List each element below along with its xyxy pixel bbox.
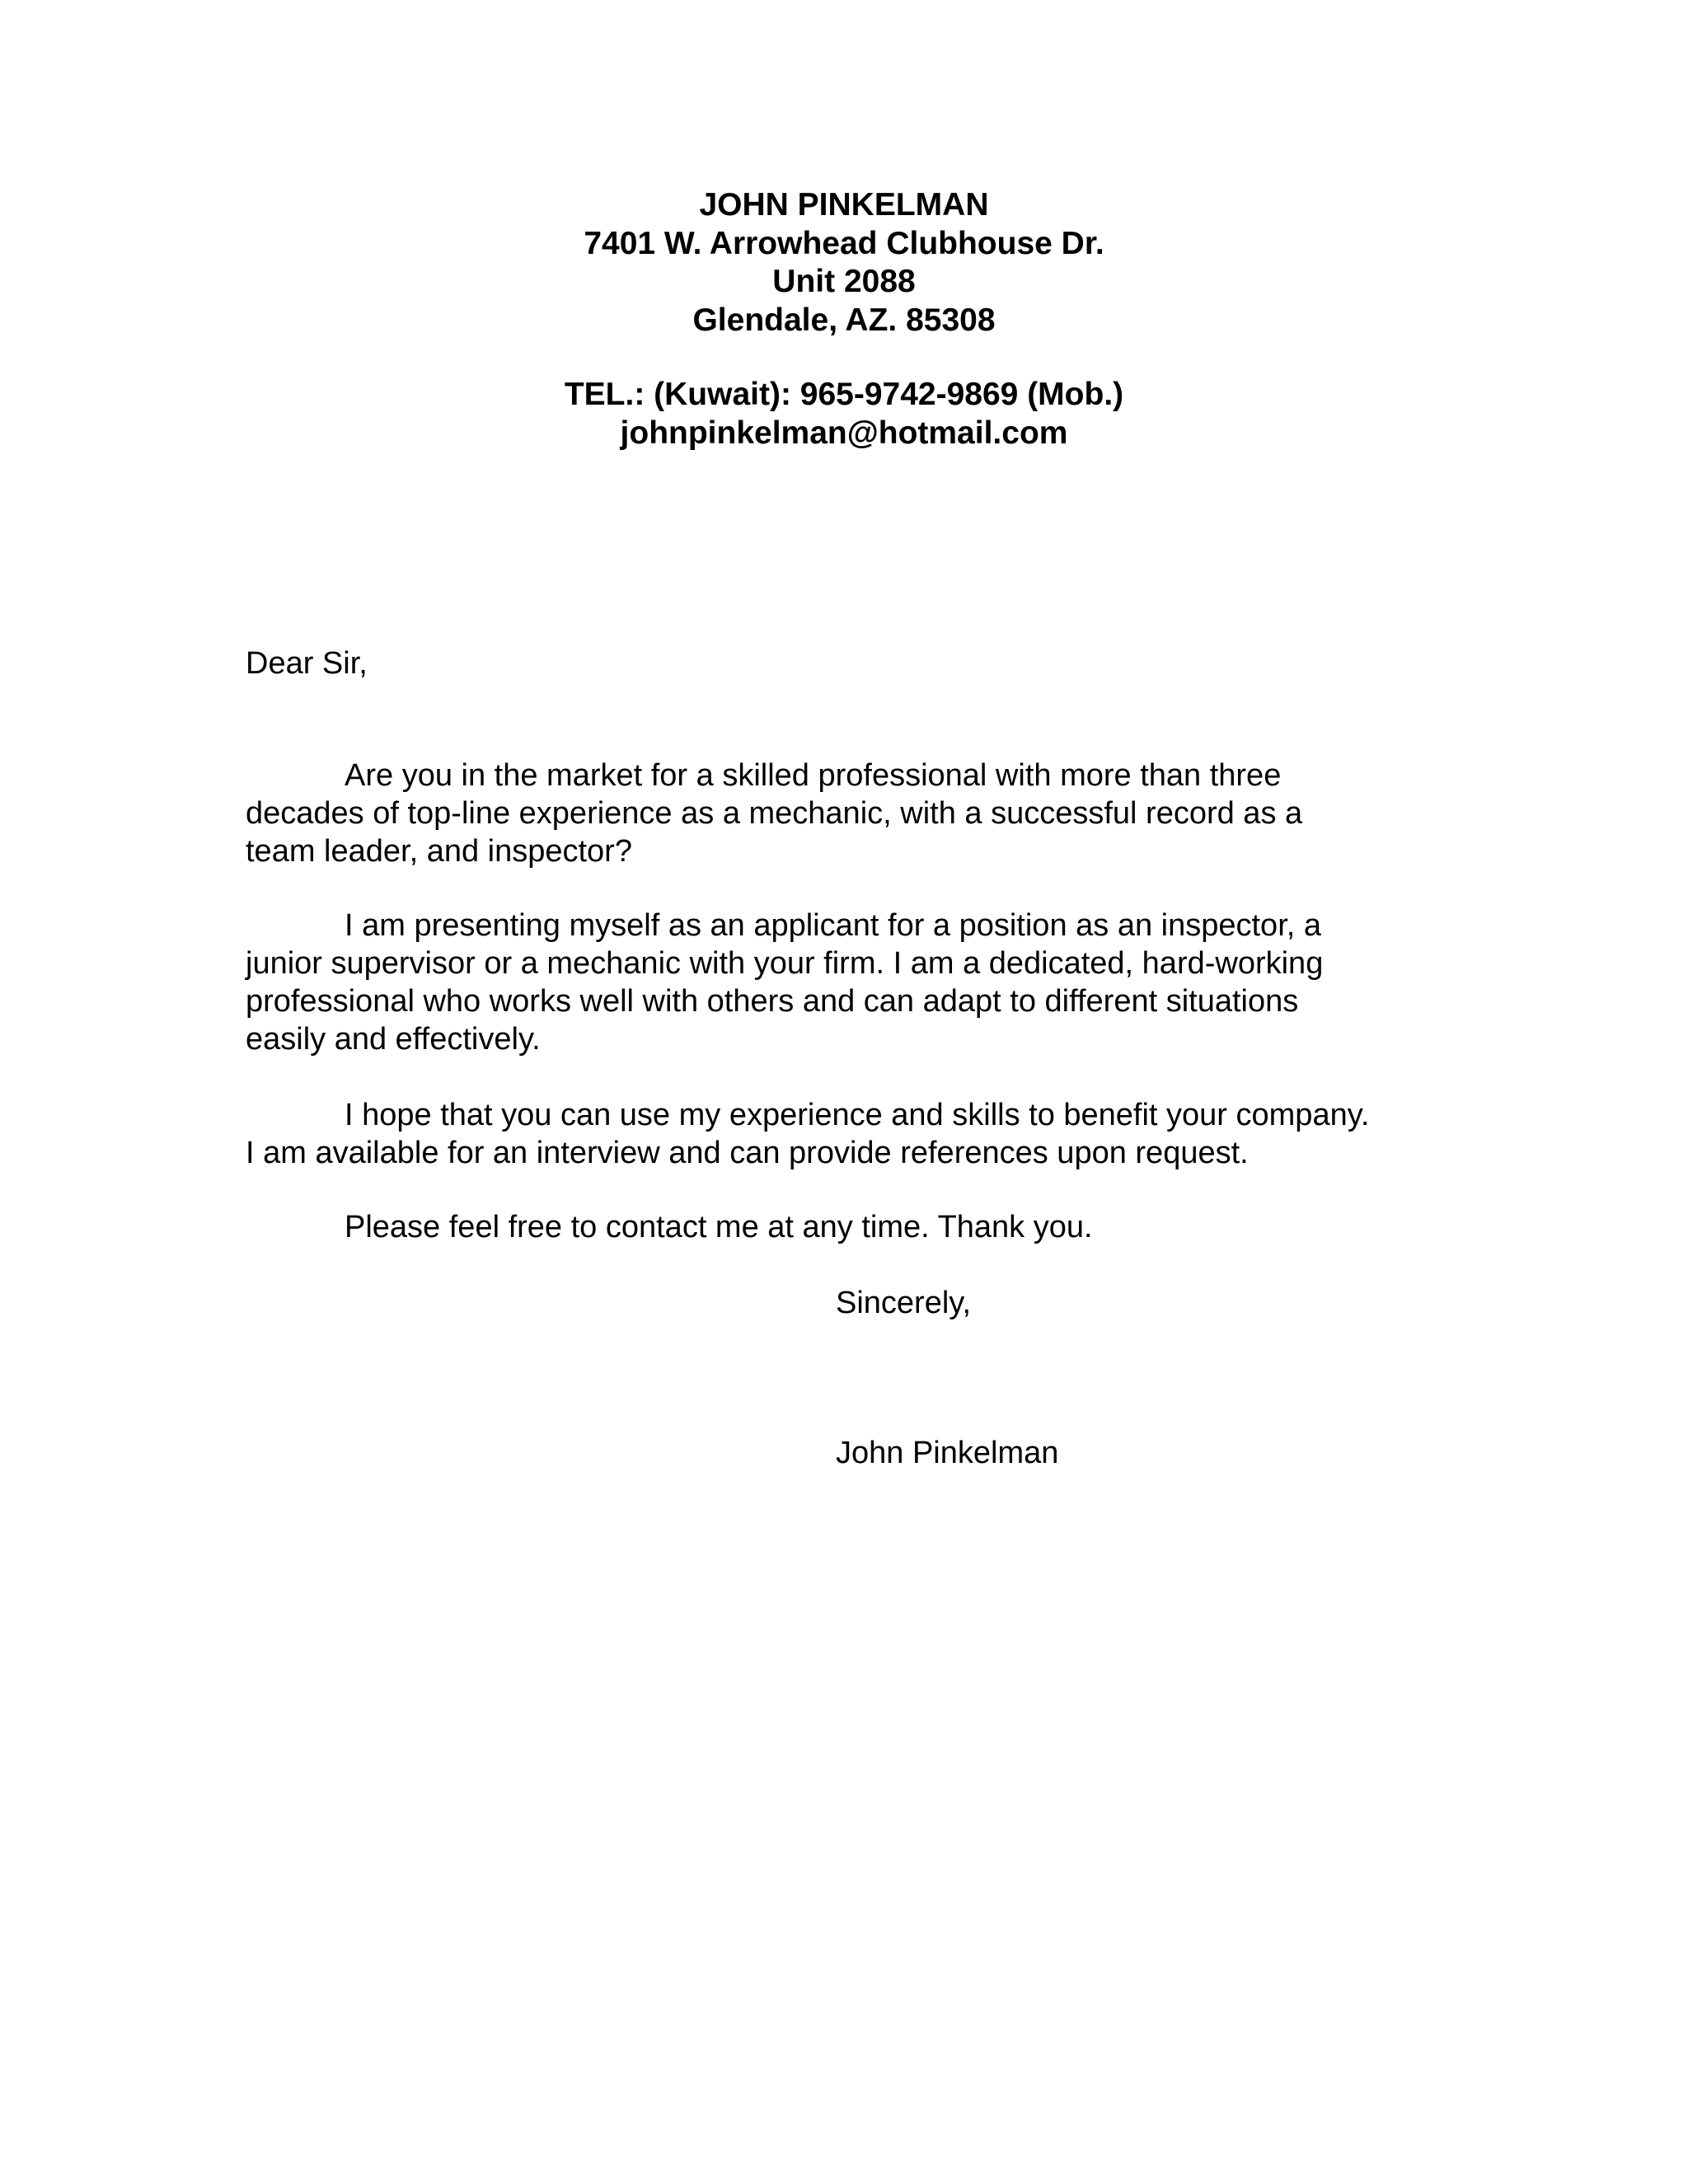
phone-line: TEL.: (Kuwait): 965-9742-9869 (Mob.)	[564, 377, 1124, 412]
paragraph-1-line: team leader, and inspector?	[246, 834, 632, 869]
salutation: Dear Sir,	[246, 646, 368, 681]
paragraph-1-line: Are you in the market for a skilled professional with more than three	[345, 758, 1282, 793]
signature-name: John Pinkelman	[836, 1436, 1059, 1470]
paragraph-2-line: easily and effectively.	[246, 1022, 541, 1057]
paragraph-3-line: I hope that you can use my experience and skills to benefit your company.	[345, 1098, 1370, 1132]
address-line-2: Unit 2088	[772, 264, 916, 299]
paragraph-1	[246, 757, 1449, 870]
email-line: johnpinkelman@hotmail.com	[620, 415, 1068, 451]
city-line: Glendale, AZ. 85308	[692, 302, 996, 338]
closing: Sincerely,	[836, 1286, 972, 1320]
paragraph-3	[246, 1096, 1449, 1172]
address-line-1: 7401 W. Arrowhead Clubhouse Dr.	[584, 225, 1104, 261]
letterhead-spacer	[0, 340, 1688, 376]
sender-name: JOHN PINKELMAN	[699, 187, 989, 223]
paragraph-2-line: professional who works well with others and can adapt to different situations	[246, 984, 1299, 1019]
paragraph-2	[246, 907, 1449, 1058]
paragraph-1-line: decades of top-line experience as a mechanic, with a successful record as a	[246, 796, 1303, 831]
letterhead	[0, 186, 1688, 452]
paragraph-3-line: I am available for an interview and can provide references upon request.	[246, 1136, 1249, 1170]
paragraph-2-line: I am presenting myself as an applicant for a position as an inspector, a	[345, 908, 1321, 943]
paragraph-4-line: Please feel free to contact me at any time. Thank you.	[345, 1210, 1093, 1244]
paragraph-4	[246, 1208, 1449, 1246]
paragraph-2-line: junior supervisor or a mechanic with your firm. I am a dedicated, hard-working	[246, 946, 1324, 981]
